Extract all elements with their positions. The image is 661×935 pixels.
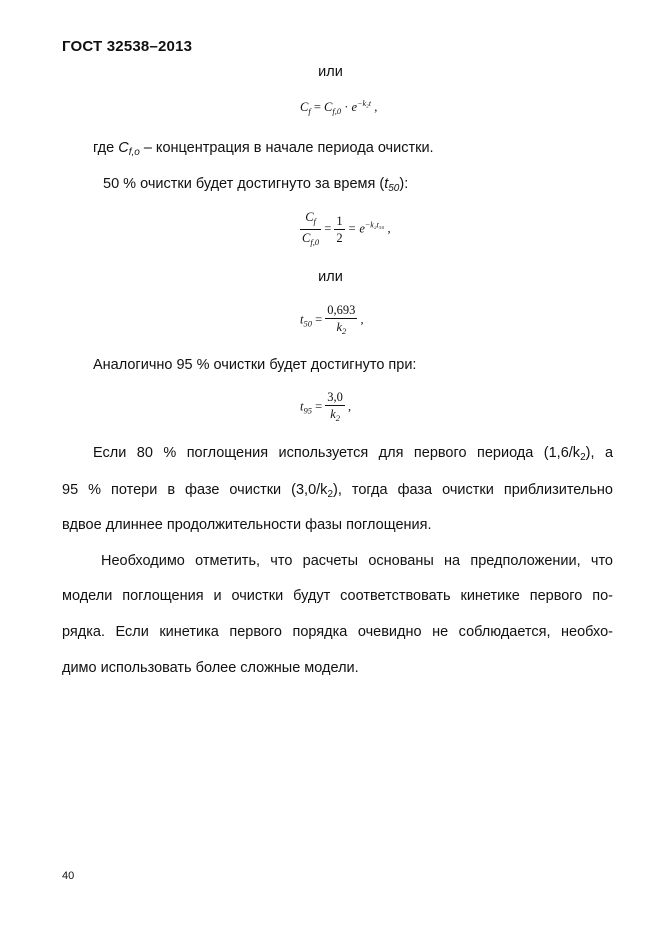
eq3-den-sym: k — [336, 320, 343, 334]
para1-line1-b: ), а — [585, 445, 614, 461]
eq2-equals: = — [324, 221, 332, 236]
equation-4 — [300, 390, 351, 425]
half-close: ): — [399, 176, 409, 192]
eq2-half — [334, 214, 344, 245]
para1-line1-sub: 2 — [580, 452, 586, 463]
eq4-num: 3,0 — [327, 390, 343, 404]
eq1-tail: , — [374, 100, 378, 114]
page-number: 40 — [62, 870, 75, 882]
eq2-ratio-num — [300, 210, 321, 230]
para1-line2 — [62, 481, 613, 504]
eq1-rhs: C — [324, 100, 333, 114]
eq2-den-sym: C — [302, 231, 311, 245]
connector-or-1: или — [318, 64, 343, 80]
eq1-base: e — [351, 100, 358, 114]
para1-line2-b: ), тогда фаза очистки приблизительно — [333, 482, 613, 498]
eq2-num-sub: f — [313, 216, 316, 226]
para1-line2-a: 95 % потери в фазе очистки (3,0/k — [62, 482, 328, 498]
para2-line4: димо использовать более сложные модели. — [62, 660, 359, 676]
eq2-half-den: 2 — [336, 231, 343, 245]
eq3-tail: , — [360, 312, 364, 327]
where-line — [93, 139, 434, 162]
equation-3 — [300, 303, 364, 338]
para2-line2: модели поглощения и очистки будут соответствовать кинетике первого по- — [62, 588, 613, 604]
eq3-fraction — [325, 303, 357, 338]
eq3-den — [325, 319, 357, 338]
para2-line3: рядка. Если кинетика первого порядка очевидно не соблюдается, необхо- — [62, 624, 613, 640]
eq1-dot: · — [344, 100, 349, 114]
where-symbol-sub: f,o — [128, 147, 140, 158]
eq4-tail: , — [348, 399, 352, 414]
eq4-den — [325, 406, 345, 425]
similar-line: Аналогично 95 % очистки будет достигнуто при: — [93, 357, 417, 373]
para1-line1-a: Если 80 % поглощения используется для первого периода (1,6/k — [93, 445, 581, 461]
equation-1 — [300, 99, 377, 116]
eq2-exp-base: = e — [347, 221, 365, 236]
eq4-equals: = — [315, 399, 323, 414]
where-symbol: C — [118, 140, 129, 156]
eq4-den-sub: 2 — [335, 413, 341, 423]
eq1-exponent: −k₂t — [357, 99, 372, 108]
eq3-den-sub: 2 — [342, 326, 347, 336]
eq4-lhs-sub: 95 — [303, 405, 312, 416]
half-clearance-line — [103, 175, 408, 198]
para2-line1: Необходимо отметить, что расчеты основаны на предположении, что — [101, 553, 613, 569]
eq3-lhs: t — [300, 312, 304, 327]
eq2-num-sym: C — [305, 210, 314, 224]
half-text: 50 % очистки будет достигнуто за время ( — [103, 176, 385, 192]
half-symbol: t — [384, 176, 389, 192]
eq2-den-sub: f,0 — [310, 237, 320, 247]
document-header: ГОСТ 32538–2013 — [62, 38, 193, 55]
half-symbol-sub: 50 — [388, 183, 400, 194]
eq3-equals: = — [315, 312, 323, 327]
eq4-fraction — [325, 390, 345, 425]
eq1-equals: = — [313, 100, 321, 114]
para1-line2-sub: 2 — [327, 489, 333, 500]
connector-or-2: или — [318, 269, 343, 285]
para1-line1 — [93, 444, 613, 467]
equation-2 — [300, 210, 391, 249]
eq1-lhs: C — [300, 100, 309, 114]
eq2-exponent: −k₂t₅₀ — [364, 220, 385, 230]
eq4-lhs: t — [300, 399, 304, 414]
eq2-ratio — [300, 210, 321, 249]
eq2-half-num: 1 — [336, 214, 343, 228]
eq1-rhs-sub: f,0 — [332, 106, 342, 116]
eq3-num: 0,693 — [327, 303, 356, 317]
eq2-ratio-den — [300, 230, 321, 249]
eq1-lhs-sub: f — [308, 106, 311, 116]
para1-line3: вдвое длиннее продолжительности фазы поглощения. — [62, 517, 432, 533]
where-prefix: где — [93, 140, 119, 156]
eq4-den-sym: k — [330, 407, 336, 421]
where-rest: – концентрация в начале периода очистки. — [139, 140, 434, 156]
eq2-tail: , — [387, 221, 391, 236]
eq3-lhs-sub: 50 — [303, 318, 312, 329]
